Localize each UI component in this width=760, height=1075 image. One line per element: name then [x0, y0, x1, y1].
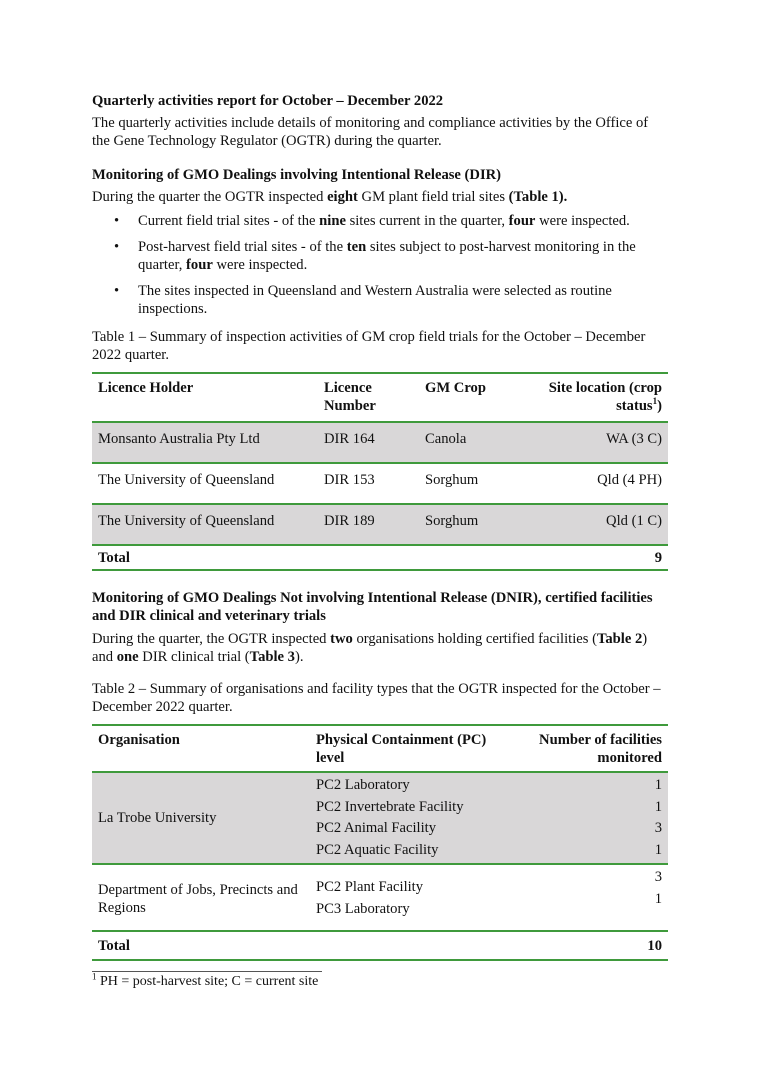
cell-facilities — [310, 772, 510, 864]
facility-item: PC3 Laboratory — [316, 900, 410, 917]
table-row — [92, 422, 668, 463]
document-page — [92, 92, 668, 991]
footnote-marker: 1 — [652, 396, 658, 407]
intro-paragraph: The quarterly activities include details of monitoring and compliance activities by the Office of the Gene Technology Regulator (OGTR) during the quarter. — [92, 115, 649, 149]
column-header-crop: GM Crop — [419, 373, 534, 422]
column-header-location: Site location (crop status$^1$) — [534, 373, 668, 422]
total-value: 10 — [647, 938, 662, 954]
facility-count: 3 — [654, 869, 662, 885]
bullet-icon: • — [114, 213, 120, 229]
table-total-row — [92, 931, 668, 960]
facility-item: PC2 Invertebrate Facility — [316, 798, 464, 815]
cell-location: Qld (4 PH) — [534, 463, 668, 504]
footnote — [92, 973, 668, 991]
facility-count: 3 — [654, 820, 662, 836]
cell-location: Qld (1 C) — [534, 504, 668, 545]
table-row — [92, 864, 668, 931]
total-value: 9 — [654, 550, 662, 566]
dnir-section-heading: Monitoring of GMO Dealings Not involving Intentional Release (DNIR), certified facilities and DIR clinical and veterinary trials — [92, 590, 653, 624]
cell-number: DIR 164 — [318, 422, 419, 463]
cell-crop: Canola — [419, 422, 534, 463]
facility-count: 1 — [654, 890, 662, 907]
cell-organisation: La Trobe University — [92, 772, 310, 864]
facility-item: PC2 Animal Facility — [316, 820, 436, 836]
dir-bullet-list — [92, 212, 668, 318]
table-row — [92, 772, 668, 864]
facility-item: PC2 Plant Facility — [316, 879, 424, 895]
facility-count: 1 — [654, 841, 662, 858]
facility-count: 1 — [654, 777, 662, 793]
list-item: • Current field trial sites - of the nine sites current in the quarter, four were inspected. — [114, 213, 630, 229]
cell-number: DIR 189 — [318, 504, 419, 545]
facility-item: PC2 Aquatic Facility — [316, 841, 439, 858]
table2 — [92, 724, 668, 961]
table2-caption: Table 2 – Summary of organisations and facility types that the OGTR inspected for the October – December 2022 quarter. — [92, 681, 661, 715]
table-header-row — [92, 373, 668, 422]
column-header-organisation: Organisation — [92, 725, 310, 772]
table1-caption: Table 1 – Summary of inspection activities of GM crop field trials for the October – December 2022 quarter. — [92, 329, 646, 363]
cell-counts — [510, 864, 668, 931]
column-header-number: Licence Number — [318, 373, 419, 422]
list-item: • Post-harvest field trial sites - of the ten sites subject to post-harvest monitoring in the quarter, four were inspected. — [114, 239, 636, 273]
facility-count: 1 — [654, 798, 662, 815]
table-row — [92, 463, 668, 504]
total-label: Total — [98, 550, 130, 566]
dir-lead-paragraph: During the quarter the OGTR inspected eight GM plant field trial sites (Table 1). — [92, 189, 568, 205]
column-header-facility-count: Number of facilities monitored — [510, 725, 668, 772]
cell-crop: Sorghum — [419, 463, 534, 504]
table-total-row — [92, 545, 668, 570]
column-header-pc-level: Physical Containment (PC) level — [310, 725, 510, 772]
table-header-row — [92, 725, 668, 772]
cell-number: DIR 153 — [318, 463, 419, 504]
footnote-divider — [92, 971, 322, 972]
table1 — [92, 372, 668, 571]
total-label: Total — [98, 938, 130, 954]
cell-holder: Monsanto Australia Pty Ltd — [92, 422, 318, 463]
bullet-icon: • — [114, 283, 120, 299]
cell-organisation: Department of Jobs, Precincts and Regions — [92, 864, 310, 931]
cell-facilities — [310, 864, 510, 931]
cell-holder: The University of Queensland — [92, 463, 318, 504]
cell-crop: Sorghum — [419, 504, 534, 545]
list-item: • The sites inspected in Queensland and Western Australia were selected as routine inspections. — [114, 283, 612, 317]
report-title: Quarterly activities report for October – December 2022 — [92, 93, 444, 109]
column-header-holder: Licence Holder — [92, 373, 318, 422]
facility-item: PC2 Laboratory — [316, 777, 410, 793]
cell-holder: The University of Queensland — [92, 504, 318, 545]
bullet-icon: • — [114, 239, 120, 255]
footnote-text: PH = post-harvest site; C = current site — [96, 974, 319, 989]
dir-section-heading: Monitoring of GMO Dealings involving Intentional Release (DIR) — [92, 167, 502, 183]
footnote-marker: 1 — [92, 971, 97, 982]
table-row — [92, 504, 668, 545]
cell-counts — [510, 772, 668, 864]
cell-location: WA (3 C) — [534, 422, 668, 463]
dnir-lead-paragraph: During the quarter, the OGTR inspected two organisations holding certified facilities (Table 2) and one DIR clinical trial (Table 3). — [92, 631, 648, 665]
